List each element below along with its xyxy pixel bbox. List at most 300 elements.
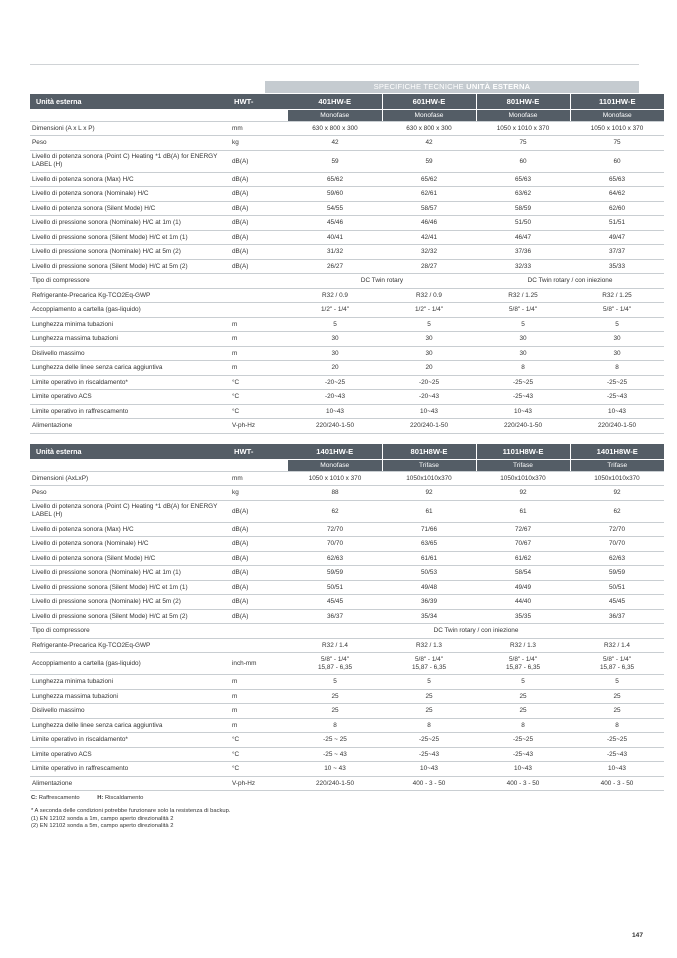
table-row [30, 500, 664, 522]
cell-value: 1050 x 1010 x 370 [288, 471, 382, 486]
cell-value: 30 [288, 346, 382, 361]
cell-value: -25 ~ 25 [288, 733, 382, 748]
cell-value: 59 [288, 150, 382, 172]
cell-value: 10~43 [382, 762, 476, 777]
row-label: Lunghezza minima tubazioni [30, 675, 230, 690]
cell-value: 220/240-1-50 [570, 419, 664, 434]
cell-value: 8 [382, 718, 476, 733]
phase-label: Trifase [382, 459, 476, 471]
cell-value: 62 [570, 500, 664, 522]
row-label: Livello di pressione sonora (Nominale) H/C at 5m (2) [30, 595, 230, 610]
row-label: Livello di pressione sonora (Nominale) H/C at 1m (1) [30, 566, 230, 581]
row-unit: m [230, 361, 288, 376]
row-unit: dB(A) [230, 150, 288, 172]
model-prefix: HWT- [230, 94, 288, 109]
cell-value: 5 [570, 317, 664, 332]
row-label: Refrigerante-Precarica Kg-TCO2Eq-GWP [30, 638, 230, 653]
row-label: Livello di potenza sonora (Point C) Heating *1 dB(A) for ENERGY LABEL (H) [30, 500, 230, 522]
cell-value: -25~25 [570, 375, 664, 390]
row-unit: m [230, 346, 288, 361]
table-row [30, 537, 664, 552]
cell-value: 58/59 [476, 201, 570, 216]
row-label: Livello di pressione sonora (Nominale) H/C at 1m (1) [30, 216, 230, 231]
cell-value: 60 [476, 150, 570, 172]
row-unit: kg [230, 486, 288, 501]
cell-value: 49/47 [570, 230, 664, 245]
row-label: Dislivello massimo [30, 704, 230, 719]
row-unit [230, 624, 288, 639]
row-label: Lunghezza massima tubazioni [30, 689, 230, 704]
table-row [30, 274, 664, 289]
row-label: Livello di pressione sonora (Silent Mode) H/C et 1m (1) [30, 580, 230, 595]
table-title: Unità esterna [30, 444, 230, 459]
cell-value: 8 [288, 718, 382, 733]
cell-value: R32 / 1.4 [570, 638, 664, 653]
row-unit: dB(A) [230, 201, 288, 216]
cell-value: 10~43 [288, 404, 382, 419]
cell-value: 630 x 800 x 300 [382, 121, 476, 136]
cell-value: 5 [382, 675, 476, 690]
cell-value: 64/62 [570, 187, 664, 202]
phase-row [30, 109, 664, 121]
cell-value: -20~25 [382, 375, 476, 390]
row-label: Dimensioni (AxLxP) [30, 471, 230, 486]
cell-value: 36/37 [570, 609, 664, 624]
row-label: Peso [30, 136, 230, 151]
row-unit: °C [230, 747, 288, 762]
row-label: Dislivello massimo [30, 346, 230, 361]
cell-value: 70/70 [570, 537, 664, 552]
cell-value: 1/2" - 1/4" [288, 303, 382, 318]
cell-value: -25 ~ 43 [288, 747, 382, 762]
cell-value: 30 [570, 346, 664, 361]
legend: C: Raffrescamento H: Riscaldamento [31, 795, 144, 801]
cell-value: 5/8" - 1/4" [476, 303, 570, 318]
cell-merged: DC Twin rotary / con iniezione [288, 624, 664, 639]
cell-value: 42 [288, 136, 382, 151]
cell-value: 32/32 [382, 245, 476, 260]
cell-value: 220/240-1-50 [288, 419, 382, 434]
row-unit: dB(A) [230, 187, 288, 202]
model-name: 1101H8W-E [476, 444, 570, 459]
row-unit: m [230, 675, 288, 690]
cell-value: 30 [476, 346, 570, 361]
cell-value: 62/61 [382, 187, 476, 202]
row-label: Livello di potenza sonora (Nominale) H/C [30, 537, 230, 552]
table-row [30, 288, 664, 303]
table-header-row [30, 94, 664, 109]
table-row [30, 121, 664, 136]
cell-value: 220/240-1-50 [476, 419, 570, 434]
cell-line: 15,87 - 6,35 [505, 663, 541, 671]
cell-value: 5 [570, 675, 664, 690]
row-unit [230, 638, 288, 653]
row-unit: m [230, 317, 288, 332]
cell-value: -20~43 [288, 390, 382, 405]
legend-cooling: Raffrescamento [38, 795, 80, 801]
table-row [30, 486, 664, 501]
table-row [30, 404, 664, 419]
row-unit: dB(A) [230, 580, 288, 595]
cell-value: 61 [382, 500, 476, 522]
cell-value: 1050x1010x370 [476, 471, 570, 486]
table-title: Unità esterna [30, 94, 230, 109]
cell-value: R32 / 0.9 [382, 288, 476, 303]
table-row [30, 390, 664, 405]
row-label: Limite operativo ACS [30, 390, 230, 405]
page-number: 147 [632, 932, 644, 939]
model-name: 401HW-E [288, 94, 382, 109]
phase-blank [30, 109, 230, 121]
footnote-line: * A seconda delle condizioni potrebbe funzionare solo la resistenza di backup. [31, 808, 231, 815]
row-unit: °C [230, 375, 288, 390]
row-label: Livello di potenza sonora (Max) H/C [30, 522, 230, 537]
phase-label: Monofase [476, 109, 570, 121]
cell-value: 61 [476, 500, 570, 522]
phase-label: Monofase [570, 109, 664, 121]
row-unit: V-ph-Hz [230, 776, 288, 791]
cell-value: 54/55 [288, 201, 382, 216]
cell-value: 50/53 [382, 566, 476, 581]
row-unit: °C [230, 404, 288, 419]
row-unit: mm [230, 121, 288, 136]
cell-value: 10~43 [570, 762, 664, 777]
row-label: Livello di potenza sonora (Nominale) H/C [30, 187, 230, 202]
cell-value: 32/33 [476, 259, 570, 274]
phase-label: Monofase [288, 459, 382, 471]
cell-value: 61/61 [382, 551, 476, 566]
row-unit: dB(A) [230, 259, 288, 274]
table-row [30, 471, 664, 486]
cell-value: 92 [382, 486, 476, 501]
table-row [30, 551, 664, 566]
table-row [30, 704, 664, 719]
cell-value: 72/67 [476, 522, 570, 537]
model-name: 801HW-E [476, 94, 570, 109]
cell-value: 62/63 [288, 551, 382, 566]
phase-label: Monofase [288, 109, 382, 121]
cell-value: 1050x1010x370 [382, 471, 476, 486]
cell-value: R32 / 1.3 [382, 638, 476, 653]
table-row [30, 361, 664, 376]
cell-value: 1050x1010x370 [570, 471, 664, 486]
row-label: Lunghezza delle linee senza carica aggiuntiva [30, 361, 230, 376]
cell-value: 35/34 [382, 609, 476, 624]
row-unit: °C [230, 390, 288, 405]
cell-value: 5 [382, 317, 476, 332]
row-unit: m [230, 689, 288, 704]
cell-value: -25~43 [570, 747, 664, 762]
table-row [30, 201, 664, 216]
table-row [30, 230, 664, 245]
cell-value: 63/62 [476, 187, 570, 202]
table-row [30, 172, 664, 187]
row-unit: dB(A) [230, 216, 288, 231]
cell-line: 15,87 - 6,35 [599, 663, 635, 671]
row-unit: dB(A) [230, 566, 288, 581]
table-row [30, 150, 664, 172]
cell-value [288, 653, 382, 675]
table-row [30, 187, 664, 202]
cell-value: 49/48 [382, 580, 476, 595]
table-row [30, 245, 664, 260]
row-unit: dB(A) [230, 551, 288, 566]
cell-value: 42 [382, 136, 476, 151]
cell-value: 44/40 [476, 595, 570, 610]
cell-value: 400 - 3 - 50 [570, 776, 664, 791]
cell-value: 36/39 [382, 595, 476, 610]
cell-merged: DC Twin rotary [288, 274, 476, 289]
cell-value: 25 [382, 704, 476, 719]
cell-value: 25 [476, 704, 570, 719]
cell-value: 72/70 [288, 522, 382, 537]
cell-value: -25~25 [476, 375, 570, 390]
row-label: Limite operativo in raffrescamento [30, 404, 230, 419]
row-label: Livello di pressione sonora (Nominale) H/C at 5m (2) [30, 245, 230, 260]
table-row [30, 566, 664, 581]
cell-value: 60 [570, 150, 664, 172]
cell-value: 220/240-1-50 [382, 419, 476, 434]
table-row [30, 595, 664, 610]
spec-header-banner [265, 81, 639, 93]
footnote-line: (1) EN 12102 sonda a 1m, campo aperto direzionalità 2 [31, 815, 174, 822]
cell-value: 61/62 [476, 551, 570, 566]
cell-value: R32 / 1.4 [288, 638, 382, 653]
cell-value: 75 [476, 136, 570, 151]
table-row [30, 522, 664, 537]
model-name: 801H8W-E [382, 444, 476, 459]
cell-value: 37/36 [476, 245, 570, 260]
cell-value: 8 [476, 718, 570, 733]
cell-value: 46/47 [476, 230, 570, 245]
phase-blank [30, 459, 230, 471]
row-label: Lunghezza delle linee senza carica aggiuntiva [30, 718, 230, 733]
row-unit: °C [230, 762, 288, 777]
row-unit: mm [230, 471, 288, 486]
model-name: 1401HW-E [288, 444, 382, 459]
phase-label: Monofase [382, 109, 476, 121]
model-name: 1401H8W-E [570, 444, 664, 459]
cell-value: 31/32 [288, 245, 382, 260]
row-label: Lunghezza massima tubazioni [30, 332, 230, 347]
row-label: Limite operativo in raffrescamento [30, 762, 230, 777]
row-label: Limite operativo in riscaldamento* [30, 733, 230, 748]
row-unit: m [230, 704, 288, 719]
cell-value: 5 [476, 317, 570, 332]
row-label: Accoppiamento a cartella (gas-liquido) [30, 303, 230, 318]
cell-value: 65/63 [570, 172, 664, 187]
row-unit: kg [230, 136, 288, 151]
cell-value: 8 [570, 361, 664, 376]
cell-value: -25~43 [476, 747, 570, 762]
table-row [30, 689, 664, 704]
cell-value: 75 [570, 136, 664, 151]
cell-value: 58/57 [382, 201, 476, 216]
cell-value: 10~43 [476, 404, 570, 419]
phase-row [30, 459, 664, 471]
table-row [30, 375, 664, 390]
cell-value: 51/51 [570, 216, 664, 231]
cell-line: 5/8" - 1/4" [415, 655, 443, 663]
cell-value: 28/27 [382, 259, 476, 274]
model-prefix: HWT- [230, 444, 288, 459]
cell-value: 71/66 [382, 522, 476, 537]
row-unit: dB(A) [230, 245, 288, 260]
cell-value: 92 [570, 486, 664, 501]
cell-value: R32 / 1.25 [570, 288, 664, 303]
row-unit: inch-mm [230, 653, 288, 675]
cell-value: 30 [288, 332, 382, 347]
cell-value: 49/49 [476, 580, 570, 595]
cell-value: 8 [476, 361, 570, 376]
spec-table-1 [30, 94, 664, 434]
cell-value: -20~43 [382, 390, 476, 405]
cell-value: 50/51 [570, 580, 664, 595]
cell-value: R32 / 0.9 [288, 288, 382, 303]
table-row [30, 762, 664, 777]
cell-value: 42/41 [382, 230, 476, 245]
phase-blank [230, 459, 288, 471]
cell-value: 62 [288, 500, 382, 522]
row-label: Livello di pressione sonora (Silent Mode) H/C et 1m (1) [30, 230, 230, 245]
spec-table-2 [30, 444, 664, 791]
table-row [30, 675, 664, 690]
cell-value: 25 [476, 689, 570, 704]
table-row [30, 776, 664, 791]
cell-value: R32 / 1.25 [476, 288, 570, 303]
cell-value: 45/45 [288, 595, 382, 610]
row-label: Livello di potenza sonora (Silent Mode) H/C [30, 551, 230, 566]
cell-value: 35/35 [476, 609, 570, 624]
cell-value: -25~43 [570, 390, 664, 405]
cell-value: 72/70 [570, 522, 664, 537]
row-label: Accoppiamento a cartella (gas-liquido) [30, 653, 230, 675]
legend-heating: Riscaldamento [104, 795, 144, 801]
row-unit: dB(A) [230, 522, 288, 537]
row-unit [230, 274, 288, 289]
cell-value: 65/62 [382, 172, 476, 187]
cell-value: 45/46 [288, 216, 382, 231]
table-row [30, 419, 664, 434]
row-unit: dB(A) [230, 537, 288, 552]
cell-value: 1050 x 1010 x 370 [476, 121, 570, 136]
cell-line: 15,87 - 6,35 [317, 663, 353, 671]
cell-value: 5 [476, 675, 570, 690]
cell-value: 630 x 800 x 300 [288, 121, 382, 136]
cell-value: 62/60 [570, 201, 664, 216]
cell-value: -25~25 [570, 733, 664, 748]
cell-value: 70/70 [288, 537, 382, 552]
table-row [30, 259, 664, 274]
cell-value: 30 [476, 332, 570, 347]
cell-value: 45/45 [570, 595, 664, 610]
cell-value: 25 [570, 704, 664, 719]
cell-value: 30 [382, 346, 476, 361]
row-label: Lunghezza minima tubazioni [30, 317, 230, 332]
cell-merged: DC Twin rotary / con iniezione [476, 274, 664, 289]
row-unit: m [230, 718, 288, 733]
table-row [30, 733, 664, 748]
cell-value: 5 [288, 317, 382, 332]
row-unit [230, 303, 288, 318]
row-label: Limite operativo ACS [30, 747, 230, 762]
spec-header-bold: UNITÀ ESTERNA [466, 82, 531, 91]
cell-value: 35/33 [570, 259, 664, 274]
cell-value: 400 - 3 - 50 [382, 776, 476, 791]
row-label: Livello di pressione sonora (Silent Mode) H/C at 5m (2) [30, 259, 230, 274]
cell-value: 63/65 [382, 537, 476, 552]
cell-value: 20 [288, 361, 382, 376]
cell-value: 59 [382, 150, 476, 172]
cell-value: 59/59 [288, 566, 382, 581]
cell-value: 30 [570, 332, 664, 347]
phase-label: Trifase [570, 459, 664, 471]
row-label: Tipo di compressore [30, 274, 230, 289]
cell-value: -20~25 [288, 375, 382, 390]
cell-value: 26/27 [288, 259, 382, 274]
cell-line: 5/8" - 1/4" [509, 655, 537, 663]
table-row [30, 317, 664, 332]
table-row [30, 216, 664, 231]
row-label: Dimensioni (A x L x P) [30, 121, 230, 136]
cell-value: 51/50 [476, 216, 570, 231]
model-name: 1101HW-E [570, 94, 664, 109]
table-row [30, 718, 664, 733]
cell-line: 5/8" - 1/4" [321, 655, 349, 663]
model-name: 601HW-E [382, 94, 476, 109]
row-label: Livello di potenza sonora (Max) H/C [30, 172, 230, 187]
cell-value: -25~43 [382, 747, 476, 762]
cell-value: 20 [382, 361, 476, 376]
row-label: Livello di pressione sonora (Silent Mode) H/C at 5m (2) [30, 609, 230, 624]
cell-value: 37/37 [570, 245, 664, 260]
cell-value: 30 [382, 332, 476, 347]
cell-value: 1/2" - 1/4" [382, 303, 476, 318]
cell-value: 50/51 [288, 580, 382, 595]
row-unit: dB(A) [230, 172, 288, 187]
row-unit: dB(A) [230, 609, 288, 624]
table-row [30, 609, 664, 624]
cell-value: 400 - 3 - 50 [476, 776, 570, 791]
cell-value: -25~25 [382, 733, 476, 748]
spec-header-prefix: SPECIFICHE TECNICHE [373, 82, 464, 91]
cell-value: 40/41 [288, 230, 382, 245]
row-unit: dB(A) [230, 595, 288, 610]
table-row [30, 303, 664, 318]
cell-value: 5/8" - 1/4" [570, 303, 664, 318]
cell-value: 36/37 [288, 609, 382, 624]
cell-value: 59/60 [288, 187, 382, 202]
table-row [30, 638, 664, 653]
row-unit: V-ph-Hz [230, 419, 288, 434]
row-unit [230, 288, 288, 303]
cell-value: R32 / 1.3 [476, 638, 570, 653]
table-header-row [30, 444, 664, 459]
cell-value: 92 [476, 486, 570, 501]
row-label: Refrigerante-Precarica Kg-TCO2Eq-GWP [30, 288, 230, 303]
table-row [30, 747, 664, 762]
cell-value: 25 [382, 689, 476, 704]
footnote-line: (2) EN 12102 sonda a 5m, campo aperto direzionalità 2 [31, 822, 174, 829]
phase-label: Trifase [476, 459, 570, 471]
footnotes [31, 795, 230, 830]
table-row [30, 653, 664, 675]
row-unit: dB(A) [230, 230, 288, 245]
cell-value [382, 653, 476, 675]
row-unit: °C [230, 733, 288, 748]
row-label: Tipo di compressore [30, 624, 230, 639]
row-label: Alimentazione [30, 776, 230, 791]
